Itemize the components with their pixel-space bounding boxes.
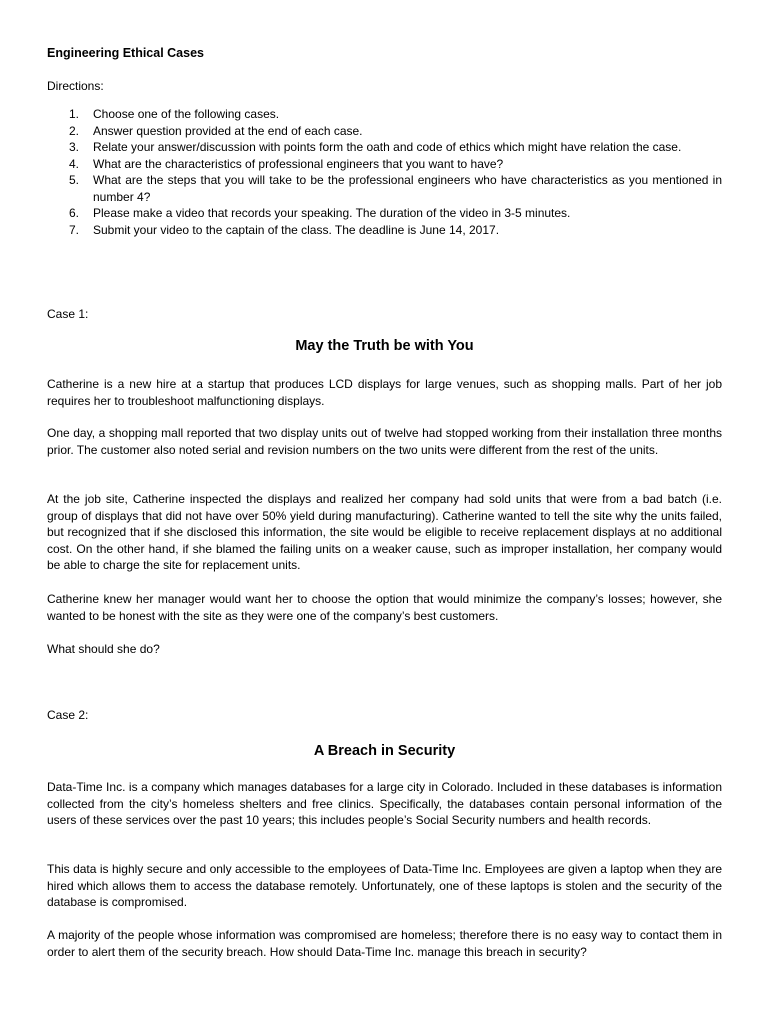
list-item-text: What are the characteristics of professional engineers that you want to have? xyxy=(93,156,504,171)
list-item-number: 2. xyxy=(69,123,80,138)
case1-label: Case 1: xyxy=(47,307,89,321)
directions-label: Directions: xyxy=(47,79,104,93)
list-item-text: Please make a video that records your speaking. The duration of the video in 3-5 minutes. xyxy=(93,206,571,220)
list-item xyxy=(47,139,722,156)
list-item-text: Submit your video to the captain of the class. The deadline is June 14, 2017. xyxy=(93,222,500,237)
list-item-text: Relate your answer/discussion with points form the oath and code of ethics which might have relation the case. xyxy=(93,140,682,154)
list-item-number: 5. xyxy=(69,173,80,187)
list-item-number: 7. xyxy=(69,222,80,237)
case1-paragraph-1: Catherine is a new hire at a startup that produces LCD displays for large venues, such as shopping malls. Part of her job requires her to troubleshoot malfunctioning displays. xyxy=(47,377,722,408)
list-item-text: What are the steps that you will take to be the professional engineers who have characteristics as you mentioned in number 4? xyxy=(93,173,722,204)
case1-paragraph-2: One day, a shopping mall reported that two display units out of twelve had stopped working from their installation three months prior. The customer also noted serial and revision numbers on the two units were different from the rest of the units. xyxy=(47,426,722,457)
list-item-number: 6. xyxy=(69,206,80,220)
case1-paragraph-4: Catherine knew her manager would want her to choose the option that would minimize the company’s losses; however, she wanted to be honest with the site as they were one of the company’s best customers. xyxy=(47,592,722,623)
list-item-number: 4. xyxy=(69,156,80,171)
list-item xyxy=(47,205,722,222)
list-item xyxy=(47,172,722,205)
case2-paragraph-1: Data-Time Inc. is a company which manages databases for a large city in Colorado. Included in these databases is information collected from the city’s homeless shelters and free clinics. Specifically, the databases contain personal information of the users of these services over the past 10 years; this includes people’s Social Security numbers and health records. xyxy=(47,780,722,827)
list-item-text: Choose one of the following cases. xyxy=(93,107,280,121)
list-item xyxy=(47,156,722,173)
document-title: Engineering Ethical Cases xyxy=(47,46,204,60)
case1-paragraph-3: At the job site, Catherine inspected the displays and realized her company had sold units that were from a bad batch (i.e. group of displays that did not have over 50% yield during manufacturing). Catherine wanted to tell the site why the units failed, but recognized that if she disclosed this information, the site would be eligible to receive replacement displays at no additional cost. On the other hand, if she blamed the failing units on a weaker cause, such as improper installation, her company would be able to charge the site for replacement units. xyxy=(47,492,722,572)
case2-label: Case 2: xyxy=(47,708,89,722)
list-item xyxy=(47,106,722,123)
list-item xyxy=(47,123,722,140)
case1-question: What should she do? xyxy=(47,642,160,656)
list-item-number: 1. xyxy=(69,107,80,121)
case2-title: A Breach in Security xyxy=(313,743,456,759)
list-item-number: 3. xyxy=(69,140,80,154)
list-item-text: Answer question provided at the end of each case. xyxy=(93,123,363,138)
case2-paragraph-2: This data is highly secure and only accessible to the employees of Data-Time Inc. Employees are given a laptop when they are hired which allows them to access the database remotely. Unfortunately, one of these laptops is stolen and the security of the database is compromised. xyxy=(47,862,722,909)
directions-list xyxy=(47,106,722,238)
case2-paragraph-3: A majority of the people whose information was compromised are homeless; therefore there is no easy way to contact them in order to alert them of the security breach. How should Data-Time Inc. manage this breach in security? xyxy=(47,928,722,959)
list-item xyxy=(47,222,722,239)
case1-title: May the Truth be with You xyxy=(295,338,474,354)
